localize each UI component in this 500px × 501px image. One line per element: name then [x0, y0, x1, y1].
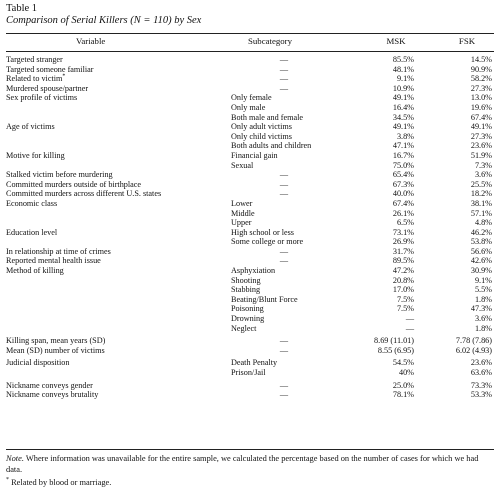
cell-variable [6, 180, 141, 190]
table-row [0, 209, 500, 219]
cell-msk: 49.1% [392, 122, 414, 132]
cell-variable-text: Reported mental health issue [6, 256, 101, 266]
table-number: Table 1 [6, 3, 38, 14]
cell-fsk: 58.2% [470, 74, 492, 84]
table-row [0, 199, 500, 209]
cell-subcategory: Some college or more [231, 237, 304, 247]
table-header [0, 36, 500, 50]
header-rule [6, 51, 494, 52]
cell-subcategory: Death Penalty [231, 358, 278, 368]
cell-variable [6, 84, 88, 94]
cell-subcategory: Shooting [231, 275, 261, 285]
cell-variable-text: Related to victim [6, 74, 63, 84]
cell-variable-text: Sex profile of victims [6, 93, 78, 103]
cell-fsk: 25.5% [470, 179, 492, 189]
cell-variable-text: Nickname conveys gender [6, 380, 93, 390]
table-row [0, 161, 500, 171]
cell-msk: 7.5% [396, 294, 414, 304]
table-row [0, 324, 500, 334]
footnote-text: Related by blood or marriage. [11, 478, 112, 487]
table-row [0, 65, 500, 75]
cell-msk: 16.4% [392, 102, 414, 112]
cell-variable-text: In relationship at time of crimes [6, 246, 111, 256]
cell-subcategory: Both adults and children [231, 141, 312, 151]
cell-msk: 7.5% [396, 304, 414, 314]
cell-fsk: 42.6% [470, 256, 492, 266]
cell-variable-text: Targeted someone familiar [6, 64, 94, 74]
cell-fsk: 67.4% [470, 112, 492, 122]
cell-subcategory: — [279, 170, 289, 180]
cell-variable-text: Targeted stranger [6, 55, 63, 64]
cell-fsk: 5.5% [474, 285, 492, 295]
cell-msk: 20.8% [392, 275, 414, 285]
table-row [0, 336, 500, 346]
cell-msk: 67.3% [392, 179, 414, 189]
cell-subcategory: Drowning [231, 314, 265, 324]
table-row [0, 266, 500, 276]
cell-fsk: 53.3% [470, 390, 492, 400]
cell-subcategory: Only male [231, 102, 266, 112]
cell-subcategory: Lower [231, 198, 253, 208]
table-row [0, 368, 500, 378]
cell-msk: 31.7% [392, 246, 414, 256]
cell-variable [6, 122, 55, 132]
top-rule [6, 33, 494, 34]
table-row [0, 346, 500, 356]
cell-msk: 3.8% [396, 131, 414, 141]
table-row [0, 314, 500, 324]
cell-msk: 10.9% [392, 83, 414, 93]
table-row [0, 218, 500, 228]
cell-msk: 8.55 (6.95) [377, 345, 414, 355]
cell-msk: 9.1% [396, 74, 414, 84]
cell-variable-text: Education level [6, 227, 58, 237]
header-subcategory: Subcategory [248, 36, 292, 46]
table-row [0, 358, 500, 368]
table-row [0, 285, 500, 295]
cell-variable [6, 256, 101, 266]
table-row [0, 151, 500, 161]
cell-subcategory: Neglect [231, 323, 257, 333]
cell-subcategory: Only female [231, 93, 272, 103]
cell-fsk: 7.78 (7.86) [455, 336, 492, 346]
cell-variable-text: Committed murders outside of birthplace [6, 179, 142, 189]
cell-variable-text: Age of victims [6, 122, 55, 132]
table-note [6, 453, 494, 475]
cell-fsk: 23.6% [470, 141, 492, 151]
cell-fsk: 57.1% [470, 208, 492, 218]
table-row [0, 276, 500, 286]
cell-subcategory: — [279, 246, 289, 256]
table-title: Comparison of Serial Killers (N = 110) by Sex [6, 15, 202, 26]
cell-fsk: 9.1% [474, 275, 492, 285]
cell-fsk: 1.8% [474, 323, 492, 333]
table-row [0, 74, 500, 84]
cell-msk: 26.1% [392, 208, 414, 218]
footnote-mark: * [6, 477, 9, 484]
table-row [0, 132, 500, 142]
table-footnote [6, 477, 494, 488]
table-row [0, 122, 500, 132]
table-row [0, 381, 500, 391]
cell-fsk: 3.6% [474, 170, 492, 180]
table-row [0, 256, 500, 266]
cell-fsk: 3.6% [474, 314, 492, 324]
header-variable: Variable [76, 36, 106, 46]
cell-msk: 47.2% [392, 266, 414, 276]
cell-variable [6, 65, 93, 75]
cell-subcategory: Beating/Blunt Force [231, 294, 298, 304]
cell-msk: 49.1% [392, 93, 414, 103]
cell-msk: 54.5% [392, 358, 414, 368]
table-row [0, 141, 500, 151]
cell-variable-text: Committed murders across different U.S. states [6, 189, 162, 199]
cell-variable [6, 189, 161, 199]
cell-subcategory: — [279, 55, 289, 64]
table-row [0, 55, 500, 65]
cell-subcategory: Only child victims [231, 131, 292, 141]
cell-variable [6, 390, 98, 400]
cell-subcategory: — [279, 189, 289, 199]
cell-subcategory: — [279, 83, 289, 93]
cell-subcategory: — [279, 380, 289, 390]
cell-msk: 16.7% [392, 150, 414, 160]
cell-subcategory: Middle [231, 208, 255, 218]
cell-fsk: 27.3% [470, 83, 492, 93]
cell-variable [6, 247, 111, 257]
cell-subcategory: Financial gain [231, 150, 278, 160]
cell-msk: 25.0% [392, 380, 414, 390]
cell-msk: 89.5% [392, 256, 414, 266]
cell-subcategory: Asphyxiation [231, 266, 276, 276]
cell-variable [6, 199, 57, 209]
cell-fsk: 23.6% [470, 358, 492, 368]
cell-subcategory: Stabbing [231, 285, 261, 295]
cell-msk: 40.0% [392, 189, 414, 199]
cell-fsk: 30.9% [470, 266, 492, 276]
cell-msk: 8.69 (11.01) [374, 336, 414, 346]
cell-variable [6, 266, 64, 276]
table-row [0, 170, 500, 180]
cell-variable [6, 358, 69, 368]
cell-fsk: 47.3% [470, 304, 492, 314]
table-row [0, 247, 500, 257]
table-row [0, 113, 500, 123]
header-fsk: FSK [458, 36, 476, 46]
cell-fsk: 63.6% [470, 368, 492, 377]
cell-fsk: 53.8% [470, 237, 492, 247]
cell-variable-text: Stalked victim before murdering [6, 170, 113, 180]
table-row [0, 103, 500, 113]
cell-msk: 67.4% [392, 198, 414, 208]
footnote-marker: * [62, 73, 66, 80]
table-row [0, 237, 500, 247]
cell-fsk: 90.9% [470, 64, 492, 74]
table-row [0, 304, 500, 314]
cell-fsk: 19.6% [470, 102, 492, 112]
cell-fsk: 56.6% [470, 246, 492, 256]
table-row [0, 84, 500, 94]
cell-variable [6, 170, 113, 180]
cell-fsk: 1.8% [474, 294, 492, 304]
cell-subcategory: — [279, 64, 289, 74]
cell-subcategory: Upper [231, 218, 252, 228]
cell-msk: 34.5% [392, 112, 414, 122]
cell-msk: — [405, 323, 414, 333]
cell-fsk: 7.3% [474, 160, 492, 170]
cell-subcategory: — [279, 390, 289, 400]
cell-msk: 73.1% [392, 227, 414, 237]
cell-msk: 85.5% [392, 55, 414, 64]
cell-fsk: 49.1% [470, 122, 492, 132]
table-body [0, 55, 500, 400]
cell-subcategory: Prison/Jail [231, 368, 266, 377]
note-label: Note. [6, 454, 24, 463]
cell-fsk: 18.2% [470, 189, 492, 199]
cell-fsk: 4.8% [474, 218, 492, 228]
cell-variable [6, 55, 63, 65]
cell-variable [6, 93, 77, 103]
cell-variable-text: Method of killing [6, 266, 64, 276]
cell-variable-text: Nickname conveys brutality [6, 390, 99, 400]
table-row [0, 390, 500, 400]
cell-subcategory: Both male and female [231, 112, 304, 122]
cell-subcategory: — [279, 74, 289, 84]
cell-fsk: 13.0% [470, 93, 492, 103]
table-row [0, 295, 500, 305]
note-text: Where information was unavailable for the entire sample, we calculated the percentage based on the number of cases for which we had data. [6, 454, 479, 474]
cell-subcategory: — [279, 336, 289, 346]
table-row [0, 189, 500, 199]
cell-msk: 26.9% [392, 237, 414, 247]
cell-variable [6, 74, 65, 84]
cell-subcategory: Poisoning [231, 304, 264, 314]
cell-fsk: 73.3% [470, 380, 492, 390]
cell-msk: 78.1% [392, 390, 414, 400]
cell-variable-text: Economic class [6, 198, 58, 208]
cell-fsk: 27.3% [470, 131, 492, 141]
table-row [0, 228, 500, 238]
cell-msk: — [405, 314, 414, 324]
bottom-rule [6, 449, 494, 450]
cell-msk: 48.1% [392, 64, 414, 74]
cell-variable-text: Killing span, mean years (SD) [6, 336, 106, 346]
cell-variable [6, 336, 105, 346]
cell-variable-text: Mean (SD) number of victims [6, 345, 105, 355]
cell-subcategory: — [279, 179, 289, 189]
cell-variable-text: Judicial disposition [6, 358, 70, 368]
cell-msk: 17.0% [392, 285, 414, 295]
cell-subcategory: Only adult victims [231, 122, 292, 132]
cell-fsk: 51.9% [470, 150, 492, 160]
cell-msk: 75.0% [392, 160, 414, 170]
cell-msk: 47.1% [392, 141, 414, 151]
cell-variable [6, 228, 57, 238]
cell-subcategory: — [279, 345, 289, 355]
cell-fsk: 6.02 (4.93) [455, 345, 492, 355]
cell-msk: 65.4% [392, 170, 414, 180]
table-row [0, 180, 500, 190]
header-msk: MSK [386, 36, 406, 46]
cell-variable-text: Murdered spouse/partner [6, 83, 89, 93]
cell-variable [6, 381, 93, 391]
cell-subcategory: Sexual [231, 160, 254, 170]
cell-fsk: 14.5% [470, 55, 492, 64]
cell-msk: 40% [398, 368, 414, 377]
cell-variable-text: Motive for killing [6, 150, 65, 160]
cell-subcategory: High school or less [231, 227, 294, 237]
table-row [0, 93, 500, 103]
cell-subcategory: — [279, 256, 289, 266]
cell-fsk: 46.2% [470, 227, 492, 237]
cell-variable [6, 346, 105, 356]
cell-fsk: 38.1% [470, 198, 492, 208]
cell-variable [6, 151, 65, 161]
cell-msk: 6.5% [396, 218, 414, 228]
